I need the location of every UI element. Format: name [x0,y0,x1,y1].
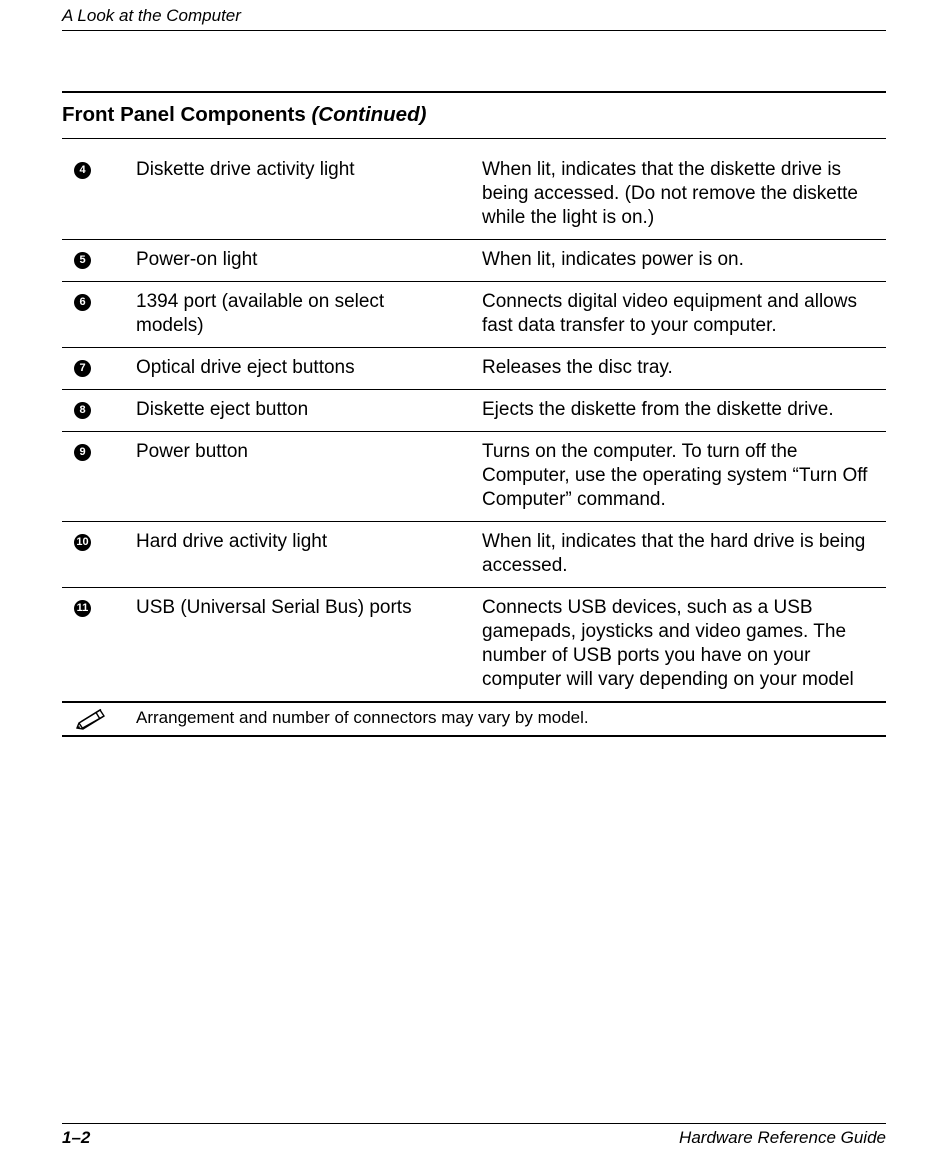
callout-number: 11 [74,600,91,617]
running-header-title: A Look at the Computer [62,6,241,25]
component-description: When lit, indicates power is on. [482,249,744,270]
callout-number: 4 [74,162,91,179]
pencil-note-icon [74,708,108,732]
component-description: Connects USB devices, such as a USB gamepads, joysticks and video games. The number of USB ports you have on your computer will vary depending on your model [482,597,854,690]
table-title-divider [62,138,886,139]
header-divider [62,30,886,31]
table-row [62,432,886,522]
table-row [62,150,886,240]
callout-number: 9 [74,444,91,461]
note-text: Arrangement and number of connectors may vary by model. [136,708,589,727]
callout-number: 8 [74,402,91,419]
component-name: Power-on light [136,249,258,270]
component-name: Diskette drive activity light [136,159,355,180]
table-row [62,588,886,703]
callout-number: 6 [74,294,91,311]
table-row [62,348,886,390]
table-row [62,240,886,282]
table-row [62,390,886,432]
table-row [62,282,886,348]
table-note [62,703,886,737]
table-title [62,101,426,129]
component-name: Diskette eject button [136,399,309,420]
table-title-suffix: (Continued) [311,103,427,126]
callout-number: 7 [74,360,91,377]
component-description: Ejects the diskette from the diskette drive. [482,399,834,420]
component-description: Turns on the computer. To turn off the Computer, use the operating system “Turn Off Computer” command. [482,441,868,510]
component-name: Power button [136,441,248,462]
component-name: Optical drive eject buttons [136,357,355,378]
table-title-text: Front Panel Components [62,103,306,126]
component-description: When lit, indicates that the hard drive is being accessed. [482,531,866,576]
component-name: USB (Universal Serial Bus) ports [136,597,412,618]
footer-guide-title: Hardware Reference Guide [679,1128,886,1147]
table-top-divider [62,91,886,93]
components-table [62,150,886,737]
callout-number: 10 [74,534,91,551]
page-number: 1–2 [62,1128,91,1147]
component-description: Connects digital video equipment and allows fast data transfer to your computer. [482,291,857,336]
component-name: 1394 port (available on select models) [136,291,385,336]
table-row [62,522,886,588]
callout-number: 5 [74,252,91,269]
component-description: Releases the disc tray. [482,357,673,378]
component-name: Hard drive activity light [136,531,328,552]
footer-divider [62,1123,886,1124]
component-description: When lit, indicates that the diskette drive is being accessed. (Do not remove the diskette while the light is on.) [482,159,858,228]
